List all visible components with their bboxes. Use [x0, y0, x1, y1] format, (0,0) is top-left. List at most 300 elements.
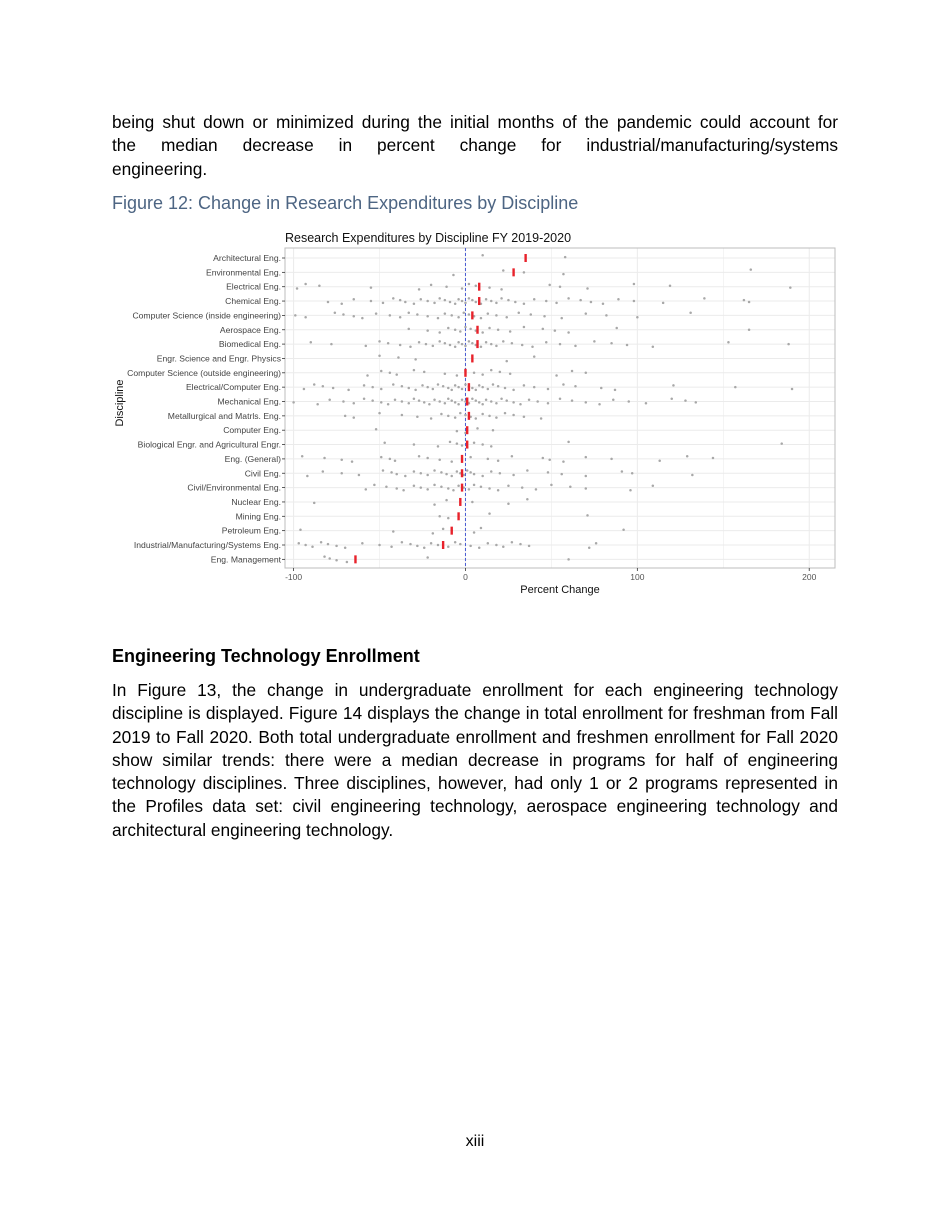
- data-point: [598, 403, 601, 406]
- data-point: [456, 374, 459, 377]
- data-point: [495, 302, 498, 305]
- data-point: [366, 374, 369, 377]
- data-point: [342, 400, 345, 403]
- data-point: [531, 346, 534, 349]
- data-point: [471, 501, 474, 504]
- data-point: [499, 371, 502, 374]
- data-point: [475, 399, 478, 402]
- y-tick-label: Computer Science (inside engineering): [132, 310, 281, 321]
- data-point: [378, 544, 381, 547]
- median-marker: [459, 498, 461, 506]
- data-point: [533, 386, 536, 389]
- plot-panel: [285, 248, 835, 568]
- data-point: [426, 556, 429, 559]
- data-point: [389, 314, 392, 317]
- data-point: [626, 344, 629, 347]
- data-point: [523, 303, 526, 306]
- data-point: [507, 299, 510, 302]
- data-point: [457, 298, 460, 301]
- data-point: [404, 475, 407, 478]
- data-point: [353, 402, 356, 405]
- data-point: [296, 287, 299, 290]
- data-point: [464, 345, 467, 348]
- data-point: [447, 327, 450, 330]
- data-point: [438, 515, 441, 518]
- data-point: [610, 342, 613, 345]
- data-point: [437, 445, 440, 448]
- data-point: [456, 430, 459, 433]
- median-marker: [466, 426, 468, 434]
- data-point: [512, 389, 515, 392]
- data-point: [322, 385, 325, 388]
- data-point: [628, 400, 631, 403]
- intro-paragraph: [112, 111, 838, 181]
- data-point: [418, 399, 421, 402]
- data-point: [433, 398, 436, 401]
- data-point: [528, 398, 531, 401]
- data-point: [548, 284, 551, 287]
- data-point: [438, 459, 441, 462]
- data-point: [595, 542, 598, 545]
- y-tick-label: Mining Eng.: [235, 511, 281, 522]
- data-point: [519, 403, 522, 406]
- y-tick-label: Biomedical Eng.: [218, 339, 281, 350]
- data-point: [473, 484, 476, 487]
- median-marker: [461, 455, 463, 463]
- data-point: [505, 316, 508, 319]
- data-point: [602, 303, 605, 306]
- data-point: [621, 470, 624, 473]
- data-point: [426, 329, 429, 332]
- data-point: [567, 558, 570, 561]
- data-point: [304, 316, 307, 319]
- data-point: [399, 299, 402, 302]
- data-point: [399, 344, 402, 347]
- page-number: xiii: [465, 1133, 485, 1150]
- data-point: [574, 385, 577, 388]
- data-point: [574, 345, 577, 348]
- data-point: [426, 488, 429, 491]
- data-point: [353, 298, 356, 301]
- y-tick-label: Electrical/Computer Eng.: [185, 382, 281, 393]
- data-point: [487, 542, 490, 545]
- data-point: [545, 341, 548, 344]
- data-point: [413, 303, 416, 306]
- data-point: [703, 297, 706, 300]
- data-point: [444, 402, 447, 405]
- data-point: [571, 399, 574, 402]
- data-point: [543, 315, 546, 318]
- data-point: [404, 301, 407, 304]
- data-point: [457, 341, 460, 344]
- data-point: [438, 331, 441, 334]
- data-point: [585, 372, 588, 375]
- data-point: [426, 300, 429, 303]
- section-heading: Engineering Technology Enrollment: [112, 646, 420, 666]
- data-point: [421, 384, 424, 387]
- data-point: [459, 412, 462, 415]
- data-point: [402, 489, 405, 492]
- data-point: [390, 546, 393, 549]
- chart-title: Research Expenditures by Discipline FY 2019-2020: [285, 231, 572, 245]
- data-point: [378, 355, 381, 358]
- data-point: [481, 413, 484, 416]
- data-point: [488, 512, 491, 515]
- data-point: [743, 299, 746, 302]
- data-point: [480, 527, 483, 530]
- data-point: [473, 372, 476, 375]
- data-point: [689, 311, 692, 314]
- data-point: [468, 283, 471, 286]
- data-point: [425, 343, 428, 346]
- data-point: [471, 299, 474, 302]
- data-point: [452, 274, 455, 277]
- data-point: [294, 314, 297, 317]
- data-point: [528, 545, 531, 548]
- data-point: [475, 417, 478, 420]
- figure-caption: Figure 12: Change in Research Expenditures by Discipline: [112, 193, 579, 213]
- data-point: [469, 328, 472, 331]
- data-point: [569, 485, 572, 488]
- data-point: [444, 312, 447, 315]
- data-point: [555, 302, 558, 305]
- data-point: [418, 288, 421, 291]
- data-point: [342, 313, 345, 316]
- data-point: [521, 486, 524, 489]
- y-tick-label: Civil/Environmental Eng.: [187, 482, 281, 493]
- data-point: [461, 343, 464, 346]
- data-point: [550, 484, 553, 487]
- body-paragraph: In Figure 13, the change in undergraduate enrollment for each engineering technology discipline is displayed. Figure 14 displays the change in total enrollment for freshman from Fall 2019 to Fall 2020. Both total undergraduate enrollment and freshmen enrollment for Fall 2020 show similar trends: there were a median decrease in programs for half of engineering technology disciplines. Three disciplines, however, had only 1 or 2 programs represented in the Profiles data set: civil engineering technology, aerospace engineering technology and architectural engineering technology.: [112, 680, 838, 840]
- data-point: [433, 302, 436, 305]
- data-point: [495, 314, 498, 317]
- data-point: [497, 385, 500, 388]
- data-point: [408, 311, 411, 314]
- data-point: [488, 415, 491, 418]
- data-point: [645, 402, 648, 405]
- data-point: [504, 412, 507, 415]
- data-point: [408, 328, 411, 331]
- data-point: [509, 372, 512, 375]
- data-point: [521, 344, 524, 347]
- data-point: [617, 298, 620, 301]
- data-point: [454, 401, 457, 404]
- data-point: [447, 398, 450, 401]
- data-point: [438, 400, 441, 403]
- data-point: [471, 342, 474, 345]
- data-point: [530, 313, 533, 316]
- data-point: [473, 442, 476, 445]
- data-point: [454, 384, 457, 387]
- data-point: [430, 542, 433, 545]
- data-point: [631, 472, 634, 475]
- data-point: [413, 369, 416, 372]
- data-point: [444, 299, 447, 302]
- y-tick-label: Architectural Eng.: [213, 253, 281, 263]
- data-point: [478, 546, 481, 549]
- data-point: [416, 313, 419, 316]
- data-point: [392, 383, 395, 386]
- data-point: [662, 302, 665, 305]
- data-point: [559, 398, 562, 401]
- data-point: [318, 285, 321, 288]
- data-point: [401, 414, 404, 417]
- data-point: [328, 398, 331, 401]
- data-point: [361, 542, 364, 545]
- data-point: [426, 474, 429, 477]
- data-point: [353, 315, 356, 318]
- data-point: [540, 417, 543, 420]
- y-tick-label: Computer Science (outside engineering): [127, 367, 281, 378]
- data-point: [328, 557, 331, 560]
- data-point: [330, 343, 333, 346]
- data-point: [456, 442, 459, 445]
- median-marker: [457, 512, 459, 520]
- data-point: [311, 546, 314, 549]
- data-point: [454, 416, 457, 419]
- data-point: [401, 541, 404, 544]
- data-point: [511, 541, 514, 544]
- data-point: [461, 300, 464, 303]
- data-point: [395, 373, 398, 376]
- data-point: [389, 458, 392, 461]
- data-point: [371, 399, 374, 402]
- data-point: [456, 470, 459, 473]
- data-point: [344, 415, 347, 418]
- data-point: [449, 441, 452, 444]
- median-marker: [476, 340, 478, 348]
- data-point: [511, 342, 514, 345]
- data-point: [457, 485, 460, 488]
- data-point: [292, 401, 295, 404]
- data-point: [691, 474, 694, 477]
- data-point: [633, 300, 636, 303]
- data-point: [401, 385, 404, 388]
- data-point: [365, 488, 368, 491]
- data-point: [481, 331, 484, 334]
- data-point: [497, 329, 500, 332]
- data-point: [466, 469, 469, 472]
- intro-line: engineering.: [112, 158, 208, 179]
- data-point: [500, 288, 503, 291]
- data-point: [461, 287, 464, 290]
- y-tick-label: Engr. Science and Engr. Physics: [156, 353, 281, 364]
- data-point: [347, 389, 350, 392]
- data-point: [481, 475, 484, 478]
- data-point: [430, 417, 433, 420]
- data-point: [454, 541, 457, 544]
- median-marker: [478, 297, 480, 305]
- x-tick-label: 200: [802, 572, 817, 582]
- data-point: [358, 474, 361, 477]
- data-point: [433, 484, 436, 487]
- data-point: [505, 360, 508, 363]
- data-point: [748, 329, 751, 332]
- data-point: [502, 340, 505, 343]
- data-point: [523, 326, 526, 329]
- data-point: [633, 283, 636, 286]
- data-point: [571, 370, 574, 373]
- data-point: [313, 502, 316, 505]
- data-point: [593, 340, 596, 343]
- data-point: [299, 529, 302, 532]
- data-point: [413, 398, 416, 401]
- data-point: [512, 414, 515, 417]
- data-point: [468, 313, 471, 316]
- data-point: [500, 297, 503, 300]
- data-point: [394, 459, 397, 462]
- data-point: [535, 488, 538, 491]
- data-point: [335, 559, 338, 562]
- median-marker: [512, 268, 514, 276]
- data-point: [370, 300, 373, 303]
- y-tick-label: Chemical Eng.: [225, 296, 281, 307]
- data-point: [562, 273, 565, 276]
- data-point: [390, 471, 393, 474]
- data-point: [340, 472, 343, 475]
- data-point: [579, 299, 582, 302]
- data-point: [487, 388, 490, 391]
- data-point: [428, 403, 431, 406]
- data-point: [387, 342, 390, 345]
- y-tick-label: Eng. Management: [210, 554, 281, 565]
- y-tick-label: Environmental Eng.: [206, 267, 281, 278]
- data-point: [408, 402, 411, 405]
- data-point: [327, 301, 330, 304]
- data-point: [442, 385, 445, 388]
- data-point: [450, 399, 453, 402]
- data-point: [490, 400, 493, 403]
- y-tick-label: Biological Engr. and Agricultural Engr.: [137, 439, 281, 450]
- data-point: [426, 386, 429, 389]
- data-point: [413, 443, 416, 446]
- data-point: [547, 402, 550, 405]
- data-point: [459, 330, 462, 333]
- data-point: [464, 326, 467, 329]
- data-point: [502, 546, 505, 549]
- data-point: [334, 311, 337, 314]
- data-point: [787, 343, 790, 346]
- data-point: [555, 374, 558, 377]
- data-point: [488, 327, 491, 330]
- data-point: [430, 284, 433, 287]
- data-point: [488, 286, 491, 289]
- data-point: [505, 399, 508, 402]
- data-point: [610, 458, 613, 461]
- data-point: [652, 346, 655, 349]
- data-point: [461, 444, 464, 447]
- data-point: [475, 285, 478, 288]
- data-point: [378, 340, 381, 343]
- data-point: [450, 475, 453, 478]
- data-point: [389, 372, 392, 375]
- data-point: [542, 457, 545, 460]
- data-point: [468, 488, 471, 491]
- data-point: [447, 546, 450, 549]
- data-point: [301, 455, 304, 458]
- data-point: [332, 387, 335, 390]
- data-point: [789, 286, 792, 289]
- data-point: [485, 398, 488, 401]
- data-point: [512, 474, 515, 477]
- data-point: [533, 355, 536, 358]
- data-point: [559, 343, 562, 346]
- median-marker: [468, 412, 470, 420]
- y-tick-label: Eng. (General): [224, 453, 281, 464]
- data-point: [380, 388, 383, 391]
- data-point: [495, 544, 498, 547]
- data-point: [373, 484, 376, 487]
- data-point: [447, 387, 450, 390]
- data-point: [495, 345, 498, 348]
- data-point: [658, 459, 661, 462]
- data-point: [447, 415, 450, 418]
- median-marker: [442, 541, 444, 549]
- data-point: [432, 532, 435, 535]
- data-point: [426, 315, 429, 318]
- data-point: [452, 489, 455, 492]
- data-point: [392, 297, 395, 300]
- data-point: [523, 416, 526, 419]
- data-point: [454, 329, 457, 332]
- data-point: [684, 399, 687, 402]
- median-marker: [471, 311, 473, 319]
- data-point: [444, 372, 447, 375]
- data-point: [340, 303, 343, 306]
- data-point: [780, 442, 783, 445]
- data-point: [481, 254, 484, 256]
- data-point: [490, 343, 493, 346]
- data-point: [450, 460, 453, 463]
- data-point: [375, 428, 378, 431]
- data-point: [395, 487, 398, 490]
- data-point: [461, 388, 464, 391]
- data-point: [408, 387, 411, 390]
- x-tick-label: 0: [463, 572, 468, 582]
- data-point: [547, 471, 550, 474]
- data-point: [423, 546, 426, 549]
- data-point: [449, 301, 452, 304]
- data-point: [492, 383, 495, 386]
- y-axis-title: Discipline: [114, 379, 126, 427]
- data-point: [420, 298, 423, 301]
- data-point: [365, 345, 368, 348]
- data-point: [420, 472, 423, 475]
- data-point: [469, 456, 472, 459]
- data-point: [564, 256, 567, 259]
- data-point: [298, 542, 301, 545]
- data-point: [490, 470, 493, 473]
- data-point: [380, 456, 383, 459]
- data-point: [433, 503, 436, 506]
- data-point: [310, 341, 313, 344]
- data-point: [504, 387, 507, 390]
- data-point: [416, 416, 419, 419]
- data-point: [457, 316, 460, 319]
- data-point: [567, 297, 570, 300]
- data-point: [615, 327, 618, 330]
- y-tick-label: Electrical Eng.: [226, 281, 281, 292]
- data-point: [409, 346, 412, 349]
- data-point: [507, 503, 510, 506]
- data-point: [497, 459, 500, 462]
- data-point: [636, 316, 639, 319]
- data-point: [686, 455, 689, 458]
- median-marker: [476, 326, 478, 334]
- data-point: [306, 475, 309, 478]
- data-point: [748, 301, 751, 304]
- data-point: [490, 445, 493, 448]
